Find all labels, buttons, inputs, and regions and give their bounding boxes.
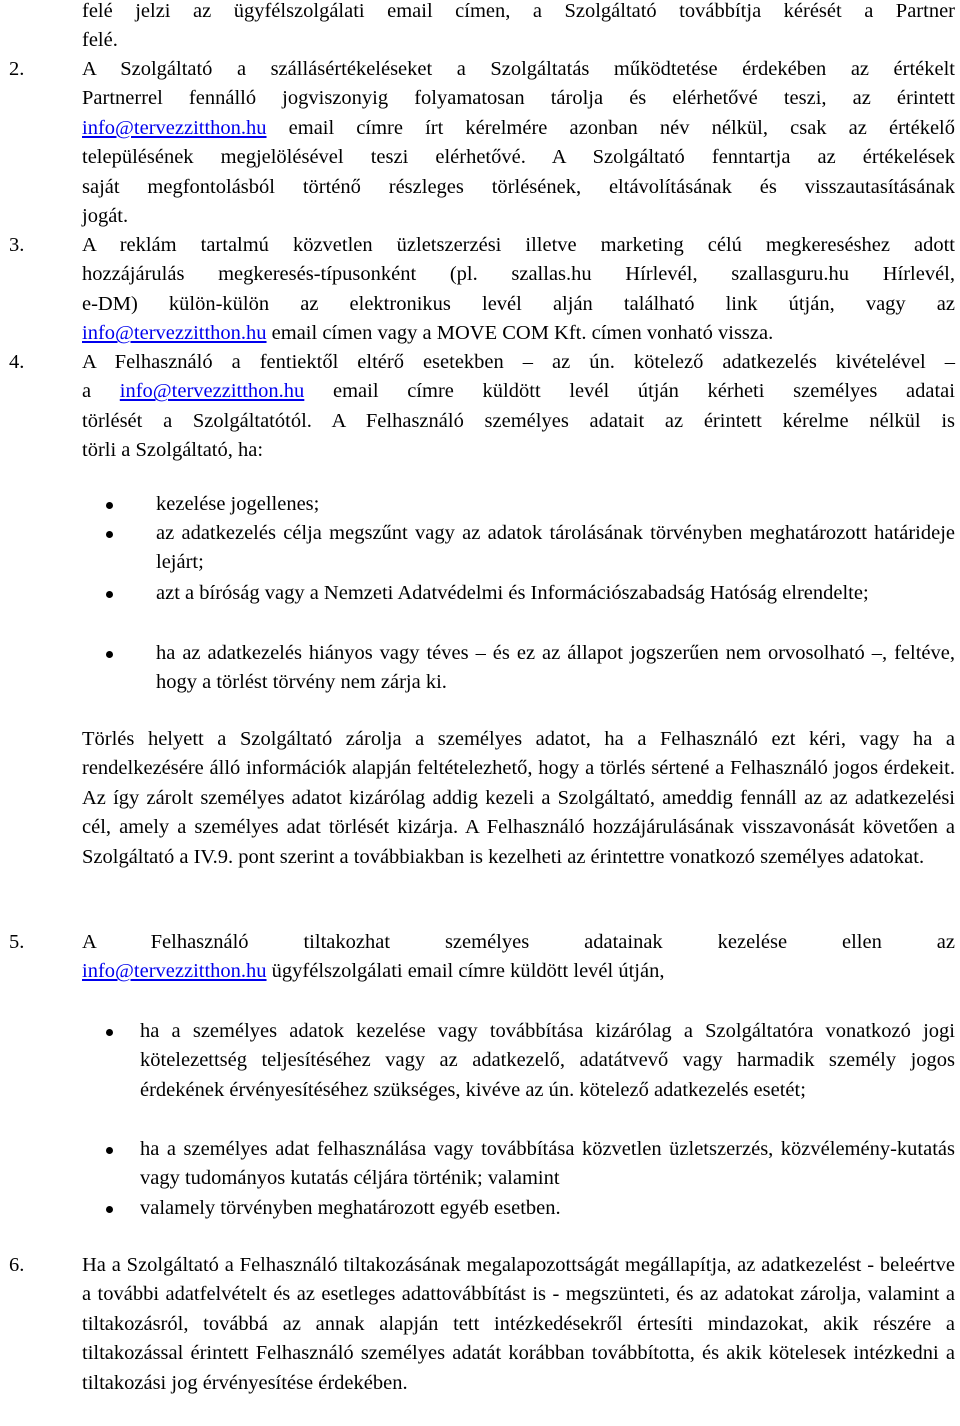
- bullet-icon: [106, 591, 113, 598]
- bullet-icon: [106, 1147, 113, 1154]
- text-line: A Felhasználó tiltakozhat személyes adatainak kezelése ellen az: [82, 931, 955, 953]
- bullet-icon: [106, 531, 113, 538]
- bullet-icon: [106, 502, 113, 509]
- email-link[interactable]: info@tervezzitthon.hu: [119, 380, 305, 403]
- text-line: törli a Szolgáltató, ha:: [82, 439, 264, 462]
- text-line: A reklám tartalmú közvetlen üzletszerzési illetve marketing célú megkereséshez adott: [82, 234, 955, 256]
- list-number: 2.: [9, 58, 25, 80]
- paragraph-item-3: [82, 231, 955, 349]
- text-line: [82, 377, 955, 406]
- list-number: 6.: [9, 1254, 25, 1276]
- text-line: Partnerrel fennálló jogviszonyig folyamatosan tárolja és elérhetővé teszi, az érintett: [82, 87, 955, 110]
- text-line: e-DM) külön-külön az elektronikus levél alján található link útján, vagy az: [82, 292, 955, 315]
- paragraph-item-4: [82, 348, 955, 466]
- text-line: [82, 319, 955, 348]
- list-number: 3.: [9, 234, 25, 256]
- text-line: saját megfontolásból történő részleges törlésének, eltávolításának és visszautasításának: [82, 175, 955, 198]
- email-link[interactable]: info@tervezzitthon.hu: [82, 322, 267, 345]
- email-link[interactable]: info@tervezzitthon.hu: [82, 116, 267, 139]
- text-span: email címen vagy a MOVE COM Kft. címen vonható vissza.: [266, 322, 774, 345]
- bullet-icon: [106, 1029, 113, 1036]
- bullet-icon: [106, 651, 113, 658]
- email-link[interactable]: info@tervezzitthon.hu: [82, 960, 267, 983]
- list-item: azt a bíróság vagy a Nemzeti Adatvédelmi és Információszabadság Hatóság elrendelte;: [156, 582, 869, 604]
- paragraph-item-6: Ha a Szolgáltató a Felhasználó tiltakozásának megalapozottságát megállapítja, az adatkezelést - beleértve a további adatfelvételt és az esetleges adattovábbítást is - megszünteti, és az adatokat zárolja, valamint a tiltakozásról, továbbá az annak alapján tett intézkedésekről értesíti mindazokat, akik részére a tiltakozással érintett Felhasználó személyes adatát korábban továbbította, és akik kötelesek intézkedni a tiltakozási jog érvényesítése érdekében.: [82, 1254, 955, 1394]
- text-line: településének megjelölésével teszi elérhetővé. A Szolgáltató fenntartja az értékelések: [82, 146, 955, 169]
- text-line: A Szolgáltató a szállásértékeléseket a Szolgáltatás működtetése érdekében az értékelt: [82, 58, 955, 80]
- text-line: hozzájárulás megkeresés-típusonként (pl. szallas.hu Hírlevél, szallasguru.hu Hírlevél,: [82, 263, 955, 286]
- text-line: felé.: [82, 29, 118, 52]
- text-line: felé jelzi az ügyfélszolgálati email címen, a Szolgáltató továbbítja kérését a Partner: [82, 0, 955, 22]
- list-item: ha a személyes adatok kezelése vagy továbbítása kizárólag a Szolgáltatóra vonatkozó jogi kötelezettség teljesítéséhez vagy az adatkezelő, adatátvevő vagy harmadik személy jogos érdekének érvényesítéséhez szükséges, kivéve az ún. kötelező adatkezelés esetét;: [140, 1020, 955, 1101]
- text-line: A Felhasználó a fentiektől eltérő esetekben – az ún. kötelező adatkezelés kivételével –: [82, 351, 955, 373]
- text-span: email címre írt kérelmére azonban név nélkül, csak az értékelő: [266, 116, 955, 139]
- list-number: 4.: [9, 351, 25, 373]
- text-span: a: [82, 380, 120, 403]
- paragraph-continuation: [82, 0, 955, 56]
- text-line: [82, 957, 955, 986]
- paragraph-blocking: Törlés helyett a Szolgáltató zárolja a személyes adatot, ha a Felhasználó ezt kéri, vagy ha a rendelkezésére álló információk alapján feltételezhető, hogy a törlés sértené a Felhasználó jogos érdekeit. Az így zárolt személyes adatot kizárólag addig kezeli a Szolgáltató, ameddig fennáll az az adatkezelési cél, amely a személyes adat törlését kizárja. A Felhasználó hozzájárulásának visszavonását követően a Szolgáltató a IV.9. pont szerint a továbbiakban is kezelheti az érintettre vonatkozó személyes adatokat.: [82, 728, 955, 868]
- list-number: 5.: [9, 931, 25, 953]
- list-item: valamely törvényben meghatározott egyéb esetben.: [140, 1197, 561, 1219]
- text-span: email címre küldött levél útján kérheti személyes adatai: [304, 380, 955, 403]
- text-line: [82, 114, 955, 143]
- text-line: jogát.: [82, 205, 129, 228]
- text-line: törlését a Szolgáltatótól. A Felhasználó személyes adatait az érintett kérelme nélkül is: [82, 409, 955, 432]
- list-item: ha az adatkezelés hiányos vagy téves – és ez az állapot jogszerűen nem orvosolható –, feltéve, hogy a törlést törvény nem zárja ki.: [156, 642, 955, 694]
- list-item: ha a személyes adat felhasználása vagy továbbítása közvetlen üzletszerzés, közvélemény-kutatás vagy tudományos kutatás céljára történik; valamint: [140, 1138, 955, 1190]
- paragraph-item-5: [82, 928, 955, 987]
- text-span: ügyfélszolgálati email címre küldött levél útján,: [266, 960, 665, 983]
- list-item: az adatkezelés célja megszűnt vagy az adatok tárolásának törvényben meghatározott határideje lejárt;: [156, 522, 955, 574]
- paragraph-item-2: [82, 55, 955, 231]
- bullet-icon: [106, 1206, 113, 1213]
- list-item: kezelése jogellenes;: [156, 493, 320, 515]
